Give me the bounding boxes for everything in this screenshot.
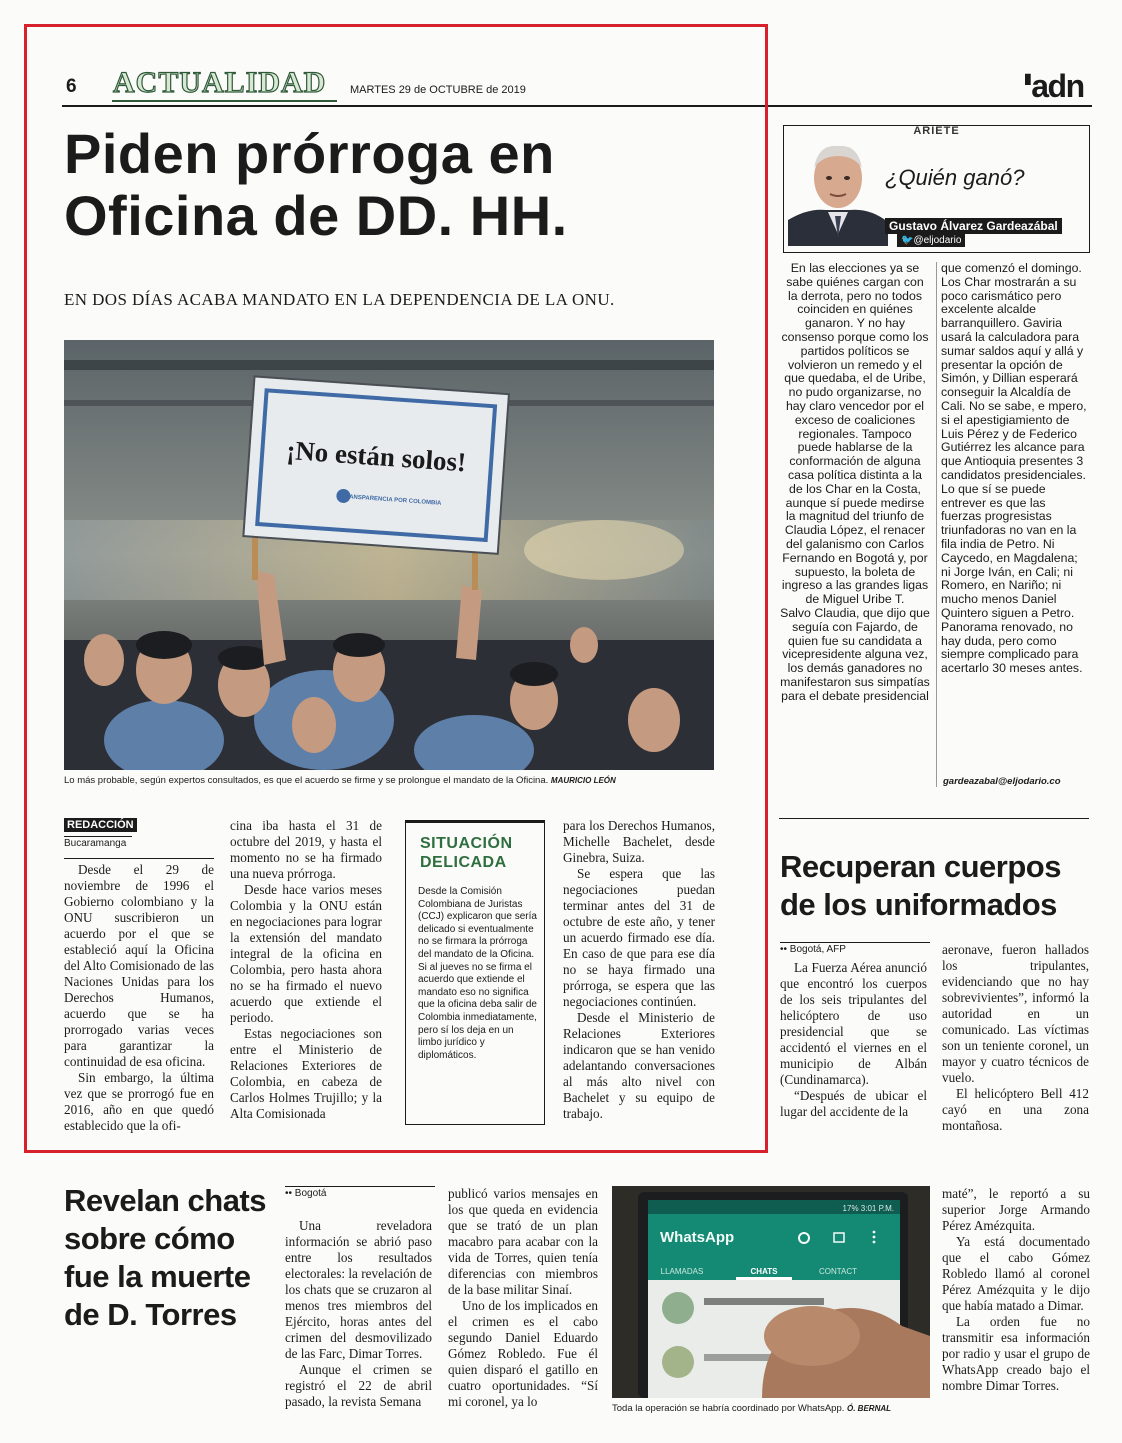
photo-credit: MAURICIO LEÓN <box>550 776 616 785</box>
story3-column-2 <box>448 1186 598 1410</box>
lead-column-3 <box>563 818 715 1122</box>
story3-headline: Revelan chats sobre cómo fue la muerte de D. Torres <box>64 1183 266 1332</box>
opinion-bottom-rule <box>779 818 1089 819</box>
paragraph: Ya está documentado que el cabo Gómez Robledo llamó al coronel Pérez Amézquita y le dijo que había matado a Dimar. <box>942 1234 1090 1313</box>
story3-dateline: •• Bogotá <box>285 1186 435 1199</box>
whatsapp-tab-calls: LLAMADAS <box>660 1267 704 1276</box>
lead-column-2 <box>230 818 382 1122</box>
paragraph: La Fuerza Aérea anunció que encontró los cuerpos de los seis tripulantes del helicóptero de uso presidencial que se accidentó el viernes en el municipio de Albán (Cundinamarca). <box>780 960 927 1087</box>
paragraph: maté”, le reportó a su superior Jorge Armando Pérez Amézquita. <box>942 1186 1090 1233</box>
paragraph: El helicóptero Bell 412 cayó en una zona montañosa. <box>942 1086 1089 1133</box>
paragraph: publicó varios mensajes en los que queda en evidencia que se trató de un plan macabro para acabar con la vida de Torres, quien tenía diferencias con miembros de la base militar Sinaí. <box>448 1186 598 1297</box>
brand-tick-icon: ▮ <box>1024 70 1031 86</box>
byline-tag: REDACCIÓN <box>64 818 137 832</box>
author-email: gardeazabal@eljodario.co <box>943 776 1061 787</box>
opinion-column-divider <box>936 262 937 787</box>
lead-photo <box>64 340 714 770</box>
sidebar-title: SITUACIÓN DELICADA <box>420 835 513 871</box>
lead-photo-caption: Lo más probable, según expertos consultados, es que el acuerdo se firme y se prolongue el mandato de la Oficina. MAURICIO LEÓN <box>64 775 616 786</box>
paragraph: En las elecciones ya se sabe quiénes cargan con la derrota, pero no todos coinciden en quiénes ganaron. Y no hay consenso porque como los partidos políticos se volvieron un remedo y el que quedaba, el de Uribe, no pudo organizarse, no hay claro vencedor por el exceso de coaliciones regionales. Tampoco puede hablarse de la conformación de alguna casa política distinta a la de los Char en la Costa, aunque sí puede medirse la magnitud del triunfo de Claudia López, el renacer del galanismo con Carlos Fernando en Bogotá y, por supuesto, la boleta de ingreso a las grandes ligas de Miguel Uribe T. <box>781 261 929 607</box>
opinion-label: ARIETE <box>913 125 960 137</box>
whatsapp-app-name: WhatsApp <box>660 1229 735 1246</box>
paragraph: aeronave, fueron hallados los tripulantes, evidenciando que no hay sobrevivientes”, informó la autoridad en un comunicado. Las víctimas son un teniente coronel, un mayor y cuatro técnicos de vuelo. <box>942 942 1089 1085</box>
protest-photo-illustration <box>64 340 714 770</box>
paragraph: para los Derechos Humanos, Michelle Bachelet, desde Ginebra, Suiza. <box>563 818 715 865</box>
paragraph: “Después de ubicar el lugar del accidente de la <box>780 1088 927 1119</box>
paragraph: Desde el 29 de noviembre de 1996 el Gobierno colombiano y la ONU suscribieron un acuerdo por el que se estableció aquí la Oficina del Alto Comisionado de las Naciones Unidas para los Derechos Humanos, acuerdo que se ha prorrogado varias veces para garantizar la continuidad de esa oficina. <box>64 862 214 1069</box>
paragraph: Aunque el crimen se registró el 22 de abril pasado, la revista Semana <box>285 1362 432 1409</box>
paragraph: cina iba hasta el 31 de octubre del 2019, y hasta el momento no se ha firmado una nueva prórroga. <box>230 818 382 881</box>
paragraph: que comenzó el domingo. Los Char mostrarán a su poco carismático pero excelente alcalde barranquillero. Gaviria usará la calculadora para sumar saldos aquí y allá y presentar la opción de Simón, y Dillian esperará conseguir la Alcaldía de Cali. No se sabe, e mpero, si el apestigiamiento de Luis Pérez y de Federico Gutiérrez les alcance para que Antioquia presentes 3 candidatos presidenciales. Lo que sí se puede entrever es que las fuerzas progresistas triunfadoras no van en la fila india de Petro. Ni Caycedo, en Magdalena; ni Jorge Iván, en Cali; ni Romero, en Nariño; ni mucho menos Daniel Quintero siguen a Petro. Panorama renovado, no hay duda, pero como siempre complicado para acertarlo 30 meses antes. <box>941 261 1087 676</box>
story3-column-3 <box>942 1186 1090 1394</box>
twitter-icon: 🐦 <box>901 235 914 246</box>
story3-photo <box>612 1186 930 1398</box>
story2-headline: Recuperan cuerpos de los uniformados <box>780 849 1061 922</box>
column-rule <box>64 858 214 859</box>
brand-logo: ▮adn <box>1024 68 1084 104</box>
author-photo <box>788 138 888 246</box>
sign-text: ¡No están solos! <box>285 434 468 478</box>
story2-dateline: •• Bogotá, AFP <box>780 942 930 955</box>
page-number: 6 <box>66 76 77 97</box>
opinion-column-1 <box>780 262 930 704</box>
paragraph: Se espera que las negociaciones puedan terminar antes del 31 de octubre de este año, y tener un acuerdo firmado ese día. En caso de que para ese día no se haya firmado una prórroga, se espera que las negociaciones continúen. <box>563 866 715 1009</box>
opinion-column-2 <box>941 262 1089 676</box>
lead-deck: EN DOS DÍAS ACABA MANDATO EN LA DEPENDENCIA DE LA ONU. <box>64 290 615 309</box>
whatsapp-tab-chats: CHATS <box>750 1267 778 1276</box>
paragraph: Uno de los implicados en el crimen es el cabo segundo Daniel Eduardo Gómez Robledo. Fue él quien disparó el gatillo en cuatro oportunidades. “Sí mi coronel, ya lo <box>448 1298 598 1409</box>
story2-column-2 <box>942 942 1089 1134</box>
opinion-title: ¿Quién ganó? <box>885 165 1025 190</box>
paragraph: Desde hace varios meses Colombia y la ONU están en negociaciones para lograr la extensión del mandato integral de la oficina en Colombia, pero hasta ahora no se ha firmado el nuevo acuerdo que extiende el periodo. <box>230 882 382 1025</box>
photo-credit: Ó. BERNAL <box>847 1404 892 1413</box>
author-portrait-illustration <box>788 138 888 246</box>
story2-column-1 <box>780 960 927 1120</box>
phone-status-text: 17% 3:01 P.M. <box>842 1204 894 1213</box>
paragraph: Salvo Claudia, que dijo que seguía con Fajardo, de quien fue su candidata a vicepresidente alguna vez, los demás ganadores no manifestaron sus simpatías para el debate presidencial <box>780 605 930 703</box>
story3-photo-caption: Toda la operación se habría coordinado por WhatsApp. Ó. BERNAL <box>612 1403 892 1414</box>
byline-dateline: Bucaramanga <box>64 836 132 849</box>
whatsapp-tab-contacts: CONTACT <box>818 1267 858 1276</box>
author-name: Gustavo Álvarez Gardeazábal <box>885 218 1062 234</box>
sign-logo-text: TRANSPARENCIA POR COLOMBIA <box>340 493 442 507</box>
story3-column-1 <box>285 1218 432 1410</box>
paragraph: Sin embargo, la última vez que se prorrogó fue en 2016, año en que quedó establecido que la ofi- <box>64 1070 214 1133</box>
lead-column-1 <box>64 862 214 1134</box>
author-handle: 🐦@eljodario <box>897 234 965 247</box>
paragraph: La orden fue no transmitir esa información por radio y usar el grupo de WhatsApp creado bajo el nombre Dimar Torres. <box>942 1314 1090 1393</box>
paragraph: Estas negociaciones son entre el Ministerio de Relaciones Exteriores de Colombia, en cabeza de Carlos Holmes Trujillo; y la Alta Comisionada <box>230 1026 382 1121</box>
paragraph: Una reveladora información se abrió paso entre los resultados electorales: la revelación de los chats que se cruzaron al menos tres miembros del Ejército, horas antes del crimen del desmovilizado de las Farc, Dimar Torres. <box>285 1218 432 1361</box>
section-label: ACTUALIDAD <box>113 66 327 99</box>
whatsapp-phone-illustration <box>612 1186 930 1398</box>
lead-headline: Piden prórroga en Oficina de DD. HH. <box>64 122 568 247</box>
issue-date: MARTES 29 de OCTUBRE de 2019 <box>350 84 526 96</box>
paragraph: Desde el Ministerio de Relaciones Exteriores indicaron que se han venido adelantando conversaciones al más alto nivel con Bachelet y su equipo de trabajo. <box>563 1010 715 1121</box>
sidebar-text: Desde la Comisión Colombiana de Juristas (CCJ) explicaron que sería delicado si eventualmente no se firmara la prórroga del mandato de la Oficina. Si al jueves no se firma el acuerdo que extiende el mandato eso no significa que la oficina deba salir de Colombia inmediatamente, pero sí los deja en un limbo jurídico y diplomáticos. <box>418 886 537 1061</box>
